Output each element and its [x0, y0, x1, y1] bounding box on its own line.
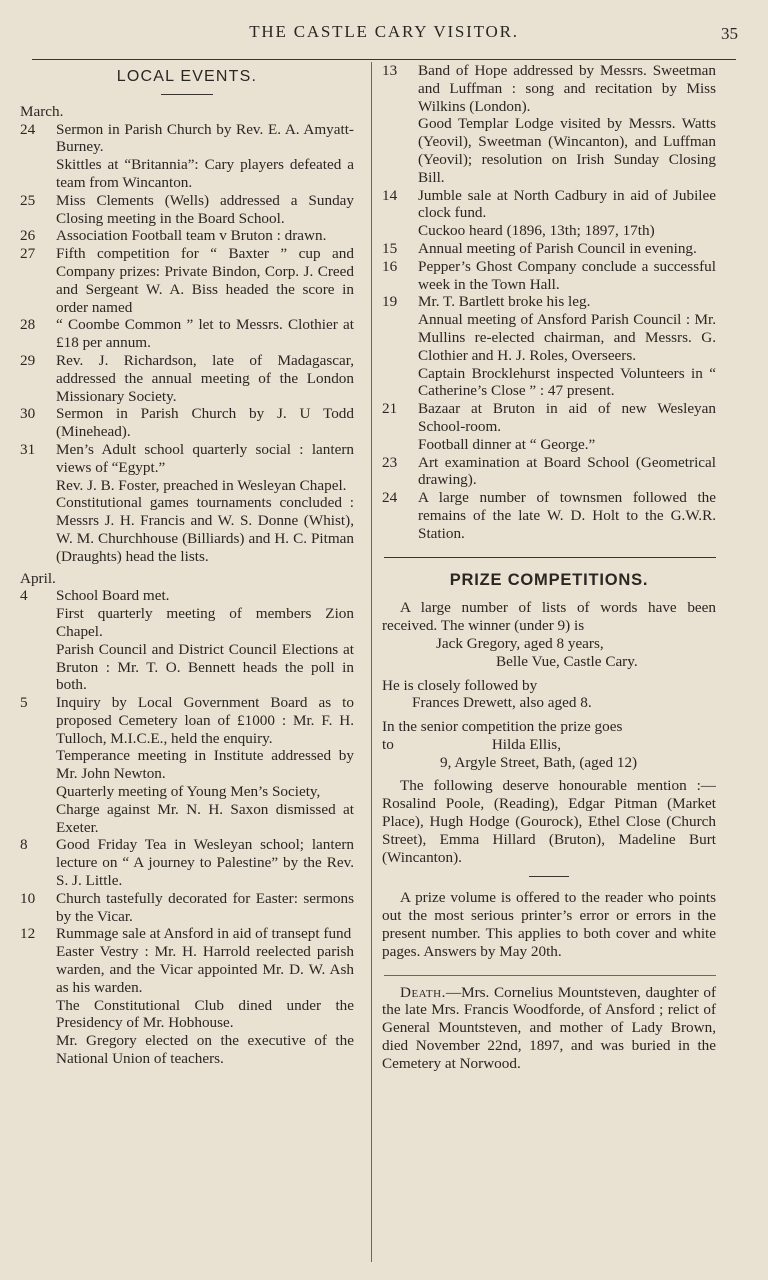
event-text — [418, 293, 716, 400]
event-entry — [20, 405, 354, 441]
event-line: First quarterly meeting of members Zion Chapel. — [56, 605, 354, 640]
april-events-right — [382, 62, 716, 543]
month-label-april: April. — [20, 569, 56, 587]
event-line: Rummage sale at Ansford in aid of transept fund — [56, 925, 352, 943]
event-line: Mr. Gregory elected on the executive of the National Union of teachers. — [56, 1032, 354, 1068]
event-line: “ Coombe Common ” let to Messrs. Clothier at £18 per annum. — [56, 316, 354, 352]
event-text — [56, 121, 354, 192]
event-line: Men’s Adult school quarterly social : lantern views of “Egypt.” — [56, 440, 354, 476]
event-day: 15 — [382, 239, 398, 257]
event-line: Miss Clements (Wells) addressed a Sunday Closing meeting in the Board School. — [56, 191, 354, 227]
followed-label: He is closely followed by — [382, 676, 538, 694]
event-text — [418, 258, 716, 294]
event-line: Sermon in Parish Church by J. U Todd (Minehead). — [56, 405, 354, 441]
event-line: Fifth competition for “ Baxter ” cup and Company prizes: Private Bindon, Corp. J. Creed and Sergeant W. A. Biss headed the score in order named — [56, 245, 354, 316]
event-entry — [382, 62, 716, 187]
event-text — [418, 489, 716, 542]
event-text — [56, 245, 354, 316]
journal-title: THE CASTLE CARY VISITOR. — [249, 22, 519, 41]
event-text — [56, 890, 354, 926]
event-day: 16 — [382, 257, 398, 275]
event-day: 13 — [382, 62, 398, 79]
prize-rule — [529, 876, 569, 877]
event-entry — [382, 258, 716, 294]
event-entry — [20, 836, 354, 889]
event-text — [56, 587, 354, 694]
event-text — [418, 454, 716, 490]
local-events-title: LOCAL EVENTS. — [116, 68, 258, 85]
event-day: 14 — [382, 186, 398, 204]
event-line: Charge against Mr. N. H. Saxon dismissed at Exeter. — [56, 800, 354, 836]
event-entry — [20, 121, 354, 192]
event-line: Easter Vestry : Mr. H. Harrold reelected parish warden, and the Vicar appointed Mr. D. W. Ash as his warden. — [56, 943, 354, 996]
running-header — [30, 20, 738, 44]
header-rule — [32, 59, 736, 60]
event-text — [56, 925, 354, 1067]
event-line: Quarterly meeting of Young Men’s Society, — [56, 783, 321, 801]
event-day: 30 — [20, 405, 36, 423]
page-number: 35 — [721, 24, 738, 43]
event-line: A large number of townsmen followed the remains of the late W. D. Holt to the G.W.R. Station. — [418, 489, 716, 542]
event-text — [418, 62, 716, 187]
section-rule — [384, 557, 716, 558]
event-entry — [20, 587, 354, 694]
april-events-left — [20, 587, 354, 1068]
event-text — [418, 400, 716, 453]
event-line: Good Templar Lodge visited by Messrs. Watts (Yeovil), Sweetman (Wincanton), and Luffman (Yeovil); resolution on Irish Sunday Closing Bill. — [418, 115, 716, 186]
event-text — [56, 694, 354, 836]
event-day: 19 — [382, 293, 398, 311]
event-line: Inquiry by Local Government Board as to proposed Cemetery loan of £1000 : Mr. F. H. Tulloch, M.I.C.E., held the enquiry. — [56, 694, 354, 747]
honourable-mention: The following deserve honourable mention :—Rosalind Poole, (Reading), Edgar Pitman (Market Place), Hugh Hodge (Gourock), Ethel Close (Church Street), Emma Hillard (Bruton), Madeline Burt (Wincanton). — [382, 777, 716, 866]
title-rule — [161, 94, 213, 95]
senior-to: to — [382, 735, 394, 753]
event-entry — [20, 441, 354, 566]
event-line: School Board met. — [56, 587, 170, 605]
right-column — [382, 62, 716, 1073]
event-day: 24 — [382, 489, 398, 507]
event-line: Good Friday Tea in Wesleyan school; lantern lecture on “ A journey to Palestine” by the Rev. S. J. Little. — [56, 836, 354, 890]
event-day: 31 — [20, 440, 36, 458]
event-text — [56, 192, 354, 228]
event-day: 25 — [20, 191, 36, 209]
event-day: 4 — [20, 587, 28, 605]
event-line: Sermon in Parish Church by Rev. E. A. Amyatt-Burney. — [56, 120, 354, 156]
winner-address: Belle Vue, Castle Cary. — [496, 652, 638, 670]
winner-name: Jack Gregory, aged 8 years, — [436, 634, 604, 652]
event-entry — [382, 240, 716, 258]
event-line: Bazaar at Bruton in aid of new Wesleyan School-room. — [418, 400, 716, 435]
event-text — [56, 836, 354, 889]
event-entry — [20, 192, 354, 228]
event-entry — [20, 352, 354, 405]
prize-volume-offer: A prize volume is offered to the reader who points out the most serious printer’s error or errors in the present number. This applies to both cover and white pages. Answers by May 20th. — [382, 889, 716, 960]
event-day: 12 — [20, 925, 36, 943]
event-entry — [20, 925, 354, 1067]
event-line: Band of Hope addressed by Messrs. Sweetman and Luffman : song and recitation by Miss Wilkins (London). — [418, 62, 716, 115]
event-entry — [382, 293, 716, 400]
event-line: Temperance meeting in Institute addressed by Mr. John Newton. — [56, 747, 354, 783]
event-line: Rev. J. B. Foster, preached in Wesleyan Chapel. — [56, 476, 347, 494]
event-entry — [20, 227, 354, 245]
event-line: Skittles at “Britannia”: Cary players defeated a team from Wincanton. — [56, 156, 354, 191]
prize-intro: A large number of lists of words have been received. The winner (under 9) is — [382, 599, 716, 635]
event-line: Cuckoo heard (1896, 13th; 1897, 17th) — [418, 222, 655, 240]
event-line: Constitutional games tournaments concluded : Messrs J. H. Francis and W. S. Donne (Whist), W. M. Churchhouse (Billiards) and H. C. Pitman (Draughts) head the lists. — [56, 494, 354, 565]
march-events — [20, 121, 354, 566]
event-day: 21 — [382, 400, 398, 418]
event-line: Annual meeting of Ansford Parish Council : Mr. Mullins re-elected chairman, and Messrs. G. Clothier and H. J. Roles, Overseers. — [418, 311, 716, 364]
event-entry — [382, 187, 716, 240]
event-entry — [20, 890, 354, 926]
event-day: 23 — [382, 453, 398, 471]
event-line: Captain Brocklehurst inspected Volunteers in “ Catherine’s Close ” : 47 present. — [418, 364, 716, 400]
event-entry — [20, 316, 354, 352]
event-line: Parish Council and District Council Elections at Bruton : Mr. T. O. Bennett heads the poll in both. — [56, 640, 354, 694]
senior-name: Hilda Ellis, — [491, 735, 562, 753]
event-text — [56, 352, 354, 405]
event-line: Football dinner at “ George.” — [418, 435, 596, 453]
left-column — [20, 62, 354, 1068]
prize-competitions — [382, 572, 716, 961]
death-rule — [384, 975, 716, 976]
event-entry — [382, 489, 716, 542]
death-text: —Mrs. Cornelius Mountsteven, daughter of the late Mrs. Francis Woodforde, of Ansford ; relict of General Mountsteven, and mother of Lady Brown, died November 22nd, 1897, and was buried in the Cemetery at Norwood. — [382, 983, 716, 1072]
death-label: Death. — [400, 983, 446, 1001]
event-line: Mr. T. Bartlett broke his leg. — [418, 293, 591, 311]
senior-winner — [382, 736, 716, 754]
event-line: Art examination at Board School (Geometrical drawing). — [418, 453, 716, 489]
event-line: Annual meeting of Parish Council in evening. — [418, 239, 697, 257]
event-line: Jumble sale at North Cadbury in aid of Jubilee clock fund. — [418, 186, 716, 222]
event-day: 10 — [20, 889, 36, 907]
event-day: 28 — [20, 316, 36, 334]
event-entry — [20, 694, 354, 836]
followed-name: Frances Drewett, also aged 8. — [412, 694, 592, 712]
event-line: Rev. J. Richardson, late of Madagascar, addressed the annual meeting of the London Missionary Society. — [56, 351, 354, 405]
death-notice — [382, 984, 716, 1073]
event-line: The Constitutional Club dined under the Presidency of Mr. Hobhouse. — [56, 996, 354, 1032]
event-day: 26 — [20, 227, 36, 245]
event-line: Pepper’s Ghost Company conclude a successful week in the Town Hall. — [418, 257, 716, 293]
column-divider — [371, 62, 372, 1262]
event-text — [56, 405, 354, 441]
event-text — [56, 441, 354, 566]
month-label-march: March. — [20, 102, 64, 120]
event-line: Association Football team v Bruton : drawn. — [56, 227, 327, 245]
senior-address: 9, Argyle Street, Bath, (aged 12) — [440, 753, 638, 771]
event-day: 29 — [20, 351, 36, 369]
event-text — [56, 227, 354, 245]
event-line: Church tastefully decorated for Easter: sermons by the Vicar. — [56, 889, 354, 925]
event-entry — [382, 400, 716, 453]
senior-intro: In the senior competition the prize goes — [382, 718, 623, 736]
event-day: 8 — [20, 836, 28, 854]
prize-title: PRIZE COMPETITIONS. — [449, 570, 649, 589]
event-text — [418, 187, 716, 240]
event-text — [418, 240, 716, 258]
event-entry — [20, 245, 354, 316]
event-day: 5 — [20, 694, 28, 712]
event-day: 27 — [20, 245, 36, 263]
event-text — [56, 316, 354, 352]
event-entry — [382, 454, 716, 490]
event-day: 24 — [20, 120, 36, 138]
